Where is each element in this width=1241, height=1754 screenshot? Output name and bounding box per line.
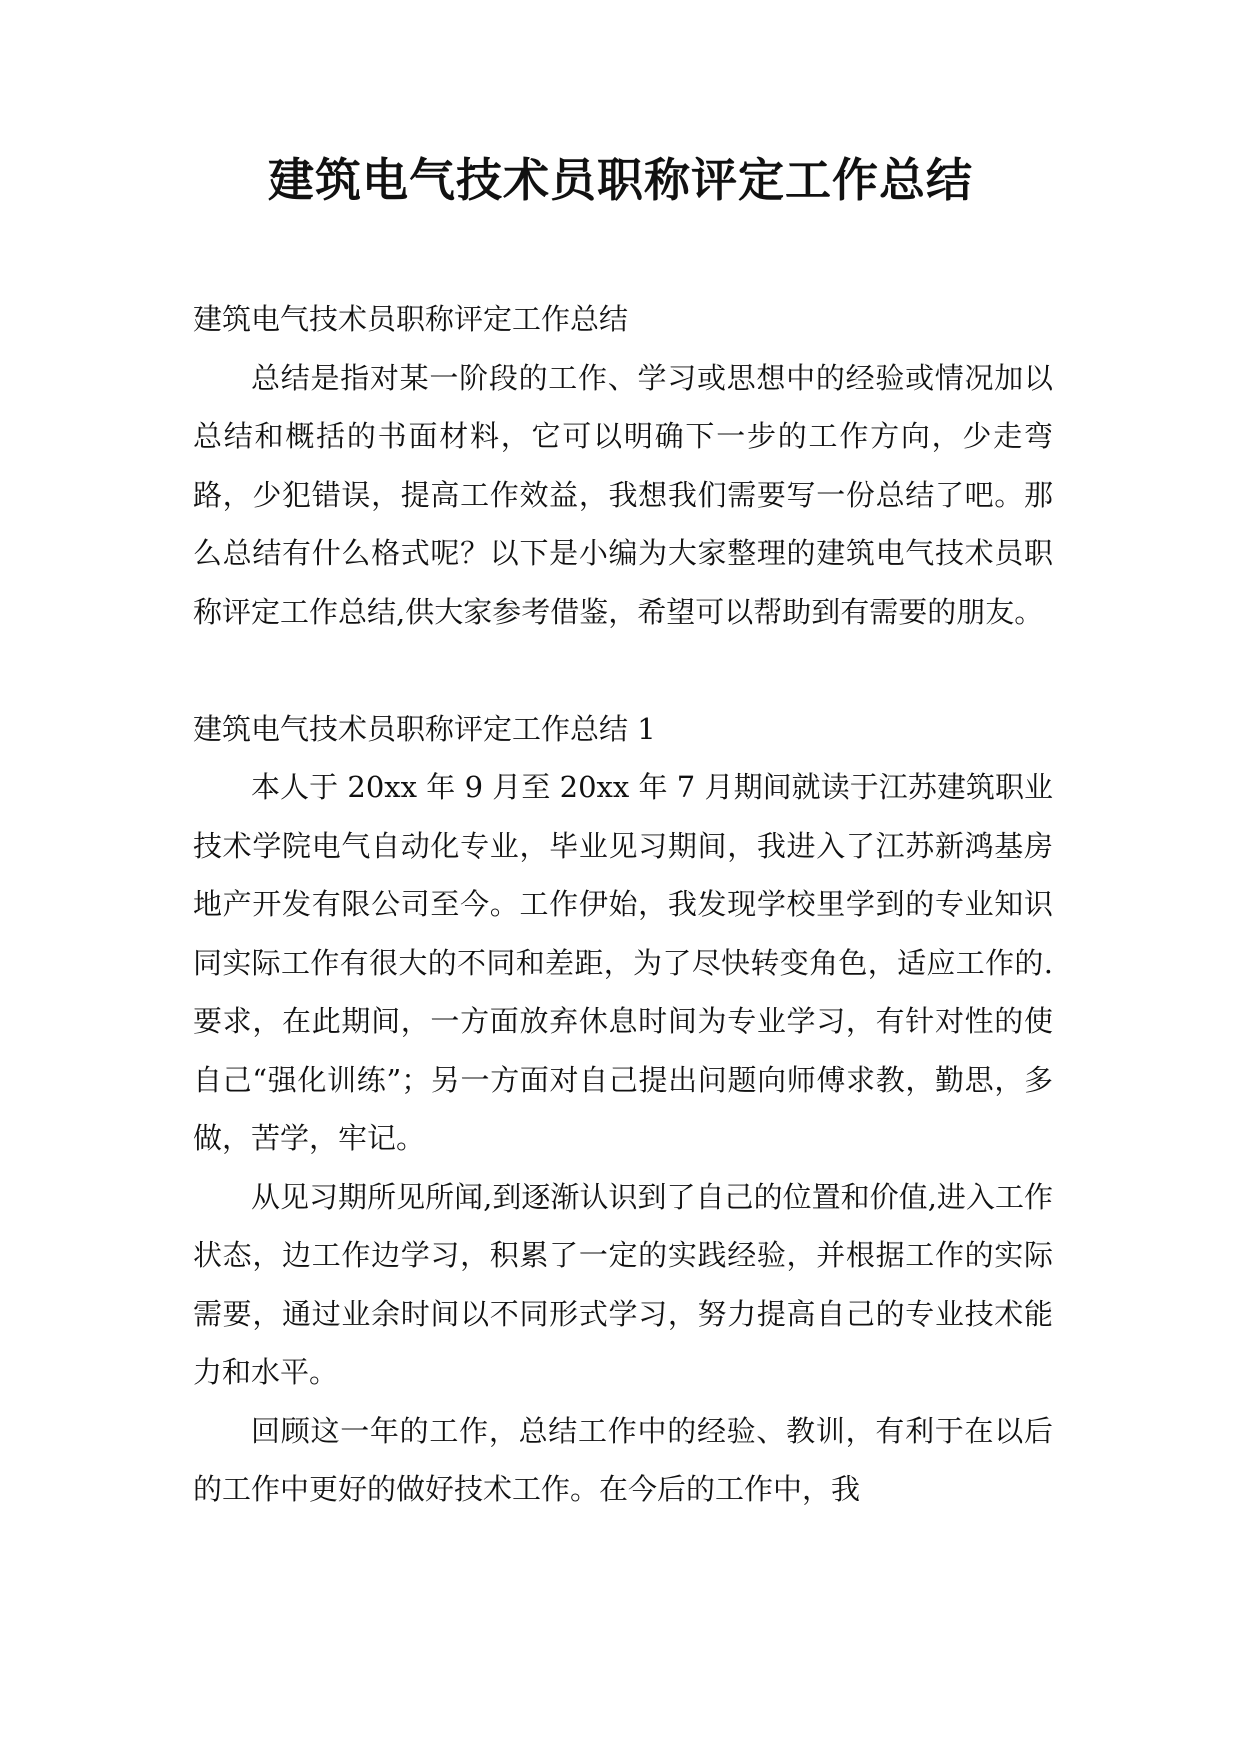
section1-paragraph-3: 回顾这一年的工作，总结工作中的经验、教训，有利于在以后的工作中更好的做好技术工作。在今后的工作中，我 [193,1413,1053,1506]
document-title: 建筑电气技术员职称评定工作总结 [268,153,973,207]
intro-paragraph: 总结是指对某一阶段的工作、学习或思想中的经验或情况加以总结和概括的书面材料，它可以明确下一步的工作方向，少走弯路，少犯错误，提高工作效益，我想我们需要写一份总结了吧。那么总结有什么格式呢？以下是小编为大家整理的建筑电气技术员职称评定工作总结,供大家参考借鉴，希望可以帮助到有需要的朋友。 [193,360,1053,629]
section1-paragraph-2: 从见习期所见所闻,到逐渐认识到了自己的位置和价值,进入工作状态，边工作边学习，积累了一定的实践经验，并根据工作的实际需要，通过业余时间以不同形式学习，努力提高自己的专业技术能力和水平。 [193,1179,1053,1389]
intro-heading: 建筑电气技术员职称评定工作总结 [193,302,629,336]
document-body [193,290,1053,1519]
section-spacer [193,641,1053,700]
section1-paragraph-1: 本人于 20xx 年 9 月至 20xx 年 7 月期间就读于江苏建筑职业技术学院电气自动化专业，毕业见习期间，我进入了江苏新鸿基房地产开发有限公司至今。工作伊始，我发现学校里学到的专业知识同实际工作有很大的不同和差距，为了尽快转变角色，适应工作的.要求，在此期间，一方面放弃休息时间为专业学习，有针对性的使自己“强化训练”；另一方面对自己提出问题向师傅求教，勤思，多做，苦学，牢记。 [193,770,1053,1155]
section1-heading: 建筑电气技术员职称评定工作总结 1 [193,711,656,746]
